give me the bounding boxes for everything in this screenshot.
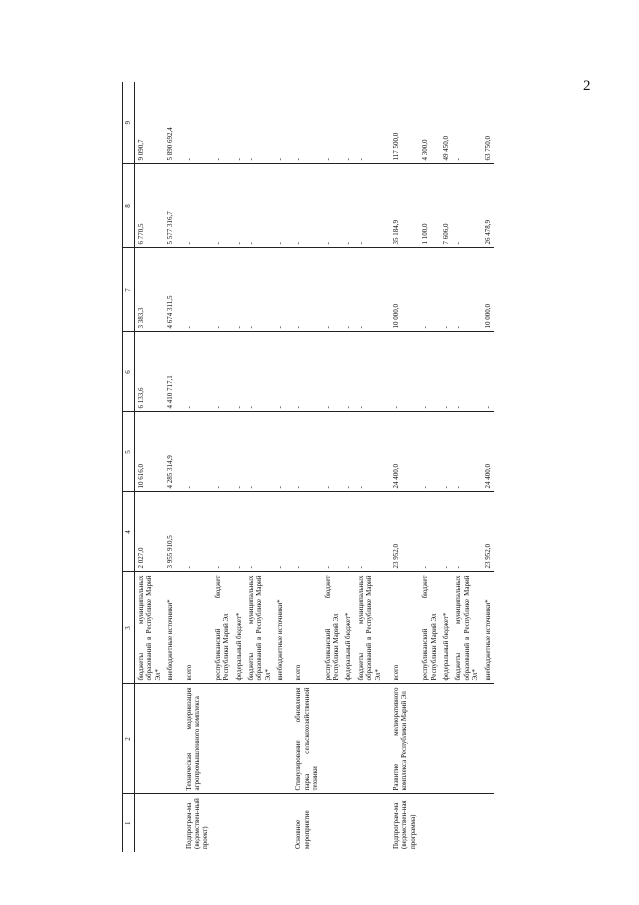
program-name-cell (482, 684, 494, 794)
page-number: 2 (583, 78, 591, 94)
row-type-cell (355, 794, 384, 852)
value-cell: - (452, 164, 481, 248)
value-cell: - (452, 492, 481, 572)
value-cell: - (342, 164, 354, 248)
row-type-cell (322, 794, 343, 852)
value-cell: - (355, 492, 384, 572)
value-cell: - (355, 248, 384, 332)
table-row (452, 82, 481, 852)
value-cell: - (274, 164, 286, 248)
value-cell: 4 285 314,9 (164, 412, 176, 492)
header-cell: 7 (123, 248, 135, 332)
value-cell: - (233, 332, 245, 412)
row-type-cell: Основное мероприятие (294, 810, 311, 849)
value-cell: - (212, 82, 233, 164)
value-cell: - (419, 492, 440, 572)
value-cell: 10 000,0 (482, 248, 494, 332)
value-cell: - (322, 248, 343, 332)
value-cell: - (384, 332, 419, 412)
funding-source-cell: внебюджетные источники* (482, 572, 494, 684)
value-cell: - (233, 492, 245, 572)
header-cell: 8 (123, 164, 135, 248)
funding-source-cell: федеральный бюджет* (440, 572, 452, 684)
table-row (245, 82, 274, 852)
value-cell: - (177, 332, 212, 412)
table-row (419, 82, 440, 852)
value-cell: 117 500,0 (384, 82, 419, 164)
program-name-cell (164, 684, 176, 794)
value-cell: - (452, 248, 481, 332)
value-cell: 10 000,0 (384, 248, 419, 332)
value-cell: 6 133,6 (135, 332, 165, 412)
program-name-cell (342, 684, 354, 794)
table-row (212, 82, 233, 852)
value-cell: 35 184,9 (384, 164, 419, 248)
value-cell: 10 616,0 (135, 412, 165, 492)
value-cell: 26 478,9 (482, 164, 494, 248)
value-cell: - (322, 164, 343, 248)
row-type-cell (233, 794, 245, 852)
value-cell: 9 090,7 (135, 82, 165, 164)
value-cell: 4 410 717,1 (164, 332, 176, 412)
funding-source-cell: бюджеты муниципальных образований в Республике Марий Эл* (452, 572, 481, 684)
value-cell: - (419, 412, 440, 492)
value-cell: - (177, 412, 212, 492)
value-cell: - (342, 82, 354, 164)
value-cell: - (233, 164, 245, 248)
value-cell: 6 770,5 (135, 164, 165, 248)
value-cell: - (212, 164, 233, 248)
funding-source-cell: федеральный бюджет* (342, 572, 354, 684)
value-cell: - (286, 412, 321, 492)
row-type-cell (482, 794, 494, 852)
value-cell: 7 606,0 (440, 164, 452, 248)
value-cell: - (286, 492, 321, 572)
value-cell: - (355, 82, 384, 164)
value-cell: 2 027,0 (135, 492, 165, 572)
value-cell: - (245, 412, 274, 492)
value-cell: - (322, 82, 343, 164)
value-cell: - (233, 412, 245, 492)
value-cell: - (286, 164, 321, 248)
row-type-cell (135, 794, 165, 852)
value-cell: - (233, 248, 245, 332)
value-cell: - (212, 332, 233, 412)
value-cell: - (342, 332, 354, 412)
header-cell: 5 (123, 412, 135, 492)
funding-source-cell: всего (384, 572, 419, 684)
value-cell: - (245, 332, 274, 412)
funding-source-cell: всего (177, 572, 212, 684)
table-row (274, 82, 286, 852)
value-cell: - (440, 332, 452, 412)
header-cell: 9 (123, 82, 135, 164)
funding-source-cell: внебюджетные источники* (274, 572, 286, 684)
table-row (164, 82, 176, 852)
value-cell: - (355, 332, 384, 412)
value-cell: - (212, 412, 233, 492)
value-cell: - (355, 412, 384, 492)
program-name-cell (452, 684, 481, 794)
program-name-cell (419, 684, 440, 794)
value-cell: - (212, 492, 233, 572)
value-cell: 4 674 311,5 (164, 248, 176, 332)
program-name-cell: Развитие мелиоративного комплекса Республики Марий Эл (384, 684, 419, 794)
funding-source-cell: бюджеты муниципальных образований в Республике Марий Эл* (245, 572, 274, 684)
value-cell: - (233, 82, 245, 164)
value-cell: - (440, 492, 452, 572)
value-cell: - (322, 492, 343, 572)
value-cell: - (177, 82, 212, 164)
value-cell: - (245, 248, 274, 332)
value-cell: - (440, 412, 452, 492)
value-cell: - (245, 164, 274, 248)
value-cell: - (452, 82, 481, 164)
row-type-cell (440, 794, 452, 852)
row-type-cell (274, 794, 286, 852)
row-type-cell: Подпрограм-ма (ведомствен-ный проект) (184, 798, 210, 849)
value-cell: - (342, 492, 354, 572)
value-cell: 23 952,0 (384, 492, 419, 572)
value-cell: - (419, 332, 440, 412)
value-cell: - (440, 248, 452, 332)
table-row (233, 82, 245, 852)
value-cell: 63 750,0 (482, 82, 494, 164)
value-cell: 1 100,0 (419, 164, 440, 248)
value-cell: 3 955 910,5 (164, 492, 176, 572)
program-name-cell: Техническая модернизация агропромышленного комплекса (177, 684, 212, 794)
value-cell: - (355, 164, 384, 248)
value-cell: 24 400,0 (384, 412, 419, 492)
value-cell: - (177, 248, 212, 332)
value-cell: - (286, 248, 321, 332)
table-row (440, 82, 452, 852)
row-type-cell (245, 794, 274, 852)
value-cell: 5 890 692,4 (164, 82, 176, 164)
funding-source-cell: республиканский бюджет Республики Марий Эл (322, 572, 343, 684)
table-row (384, 82, 419, 852)
program-name-cell (135, 684, 165, 794)
row-type-cell (212, 794, 233, 852)
funding-source-cell: республиканский бюджет Республики Марий Эл (212, 572, 233, 684)
value-cell: - (342, 248, 354, 332)
table-row (322, 82, 343, 852)
program-name-cell (212, 684, 233, 794)
value-cell: - (274, 492, 286, 572)
table-row (482, 82, 494, 852)
value-cell: - (452, 412, 481, 492)
funding-table (122, 82, 494, 852)
program-name-cell (322, 684, 343, 794)
value-cell: 49 450,0 (440, 82, 452, 164)
header-cell: 6 (123, 332, 135, 412)
table-row (342, 82, 354, 852)
program-name-cell (233, 684, 245, 794)
value-cell: - (177, 164, 212, 248)
value-cell: - (322, 332, 343, 412)
value-cell: - (245, 82, 274, 164)
header-cell: 4 (123, 492, 135, 572)
value-cell: - (322, 412, 343, 492)
value-cell: - (286, 332, 321, 412)
program-name-cell: Стимулирование обновления парка сельскохозяйственной техники (286, 684, 321, 794)
value-cell: 4 300,0 (419, 82, 440, 164)
value-cell: - (274, 248, 286, 332)
header-row (123, 82, 135, 852)
row-type-cell (452, 794, 481, 852)
program-name-cell (440, 684, 452, 794)
value-cell: - (286, 82, 321, 164)
value-cell: 24 400,0 (482, 412, 494, 492)
value-cell: 23 952,0 (482, 492, 494, 572)
header-cell: 2 (123, 684, 135, 794)
table-body (135, 82, 494, 852)
value-cell: - (482, 332, 494, 412)
value-cell: - (177, 492, 212, 572)
funding-source-cell: бюджеты муниципальных образований в Республике Марий Эл* (355, 572, 384, 684)
table-row (355, 82, 384, 852)
row-type-cell (419, 794, 440, 852)
program-name-cell (274, 684, 286, 794)
value-cell: - (212, 248, 233, 332)
funding-source-cell: всего (286, 572, 321, 684)
value-cell: - (245, 492, 274, 572)
value-cell: - (342, 412, 354, 492)
header-cell: 1 (123, 794, 135, 852)
funding-source-cell: республиканский бюджет Республики Марий Эл (419, 572, 440, 684)
row-type-cell (342, 794, 354, 852)
table-row (135, 82, 165, 852)
rotated-table-container (122, 82, 630, 852)
header-cell: 3 (123, 572, 135, 684)
value-cell: - (274, 332, 286, 412)
funding-source-cell: федеральный бюджет* (233, 572, 245, 684)
table-row (286, 82, 321, 852)
value-cell: 3 383,3 (135, 248, 165, 332)
funding-source-cell: внебюджетные источники* (164, 572, 176, 684)
program-name-cell (245, 684, 274, 794)
value-cell: 5 577 316,7 (164, 164, 176, 248)
value-cell: - (274, 412, 286, 492)
value-cell: - (452, 332, 481, 412)
value-cell: - (274, 82, 286, 164)
table-row (177, 82, 212, 852)
program-name-cell (355, 684, 384, 794)
row-type-cell: Подпрограм-ма (ведомствен-ная программа) (391, 800, 417, 849)
value-cell: - (419, 248, 440, 332)
funding-source-cell: бюджеты муниципальных образований в Республике Марий Эл* (135, 572, 165, 684)
row-type-cell (164, 794, 176, 852)
